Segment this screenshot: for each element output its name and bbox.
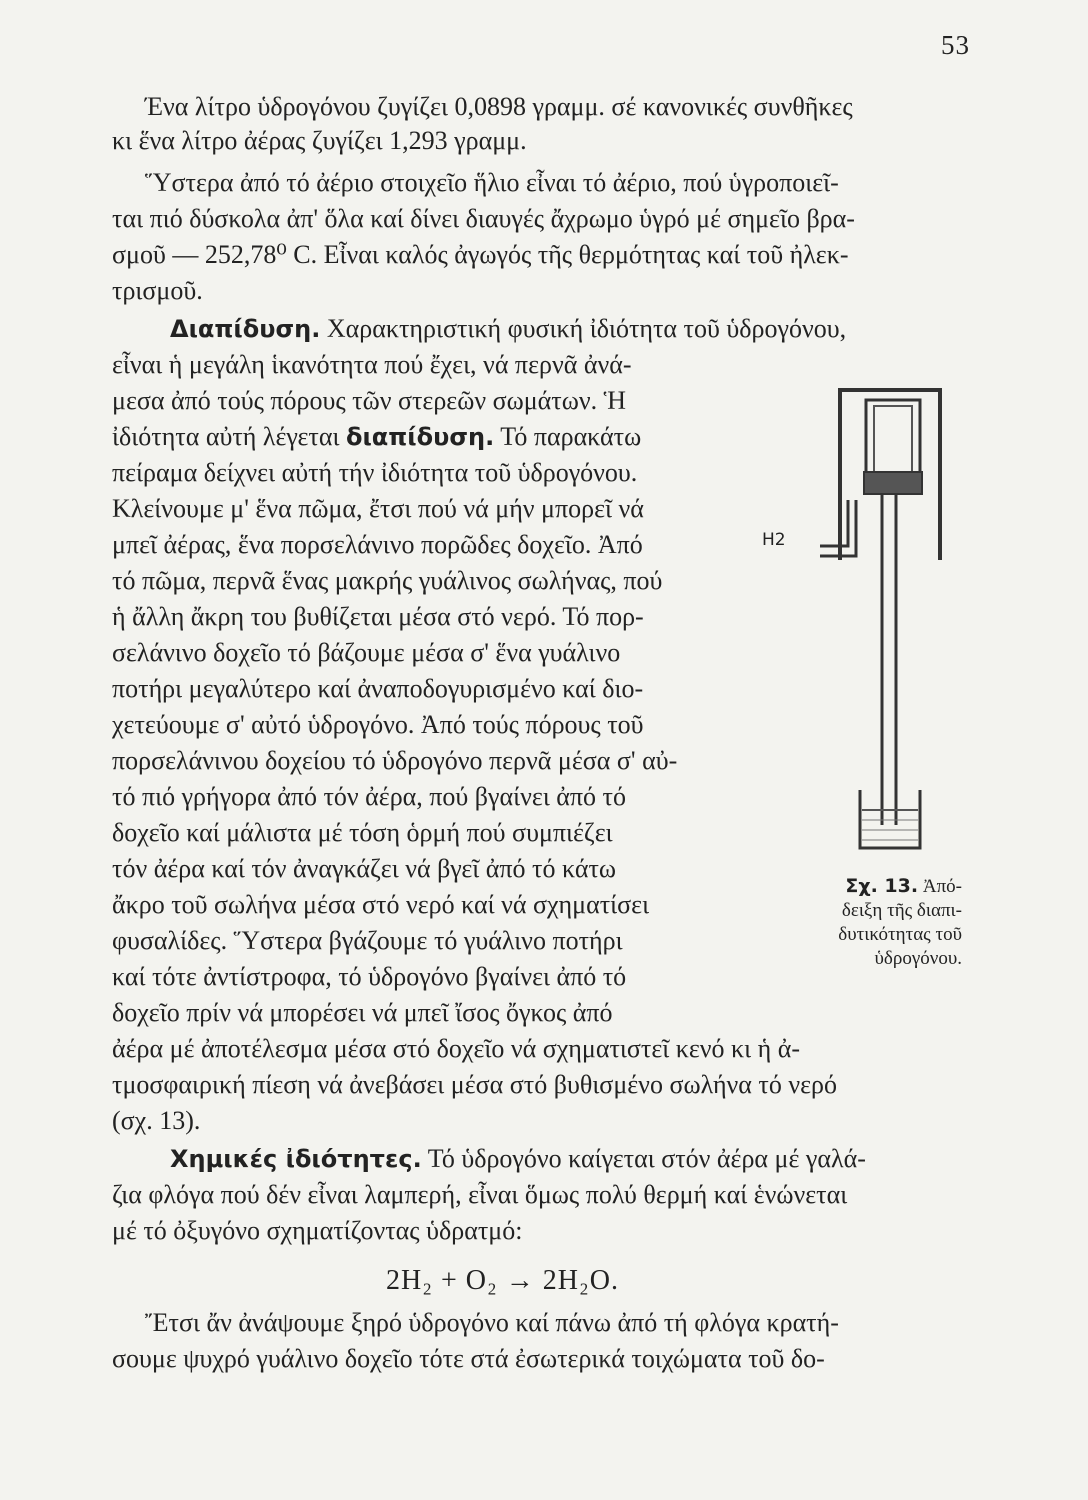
chemical-first-line-text: Τό ὑδρογόνο καίγεται στόν ἀέρα μέ γαλά- [421, 1144, 866, 1173]
text-line: τό πιό γρήγορα ἀπό τόν ἀέρα, πού βγαίνει ἀπό τό [112, 782, 627, 811]
caption-line: δειξη τῆς διαπι- [841, 900, 962, 921]
text-line: πορσελάνινου δοχείου τό ὑδρογόνο περνᾶ μέσα σ' αὐ- [112, 746, 678, 775]
text-line: τόν ἀέρα καί τόν ἀναγκάζει νά βγεῖ ἀπό τό κάτω [112, 854, 617, 883]
text-line: τό πῶμα, περνᾶ ἕνας μακρής γυάλινος σωλήνας, πού [112, 566, 663, 595]
caption-line: ὑδρογόνου. [874, 948, 962, 969]
text-line: ἡ ἄλλη ἄκρη του βυθίζεται μέσα στό νερό. Τό πορ- [112, 602, 644, 631]
text-line: ποτήρι μεγαλύτερο καί ἀναποδογυρισμένο καί διο- [112, 674, 644, 703]
page-number: 53 [941, 30, 970, 60]
text-line: Κλείνουμε μ' ἕνα πῶμα, ἔτσι πού νά μήν μπορεῖ νά [112, 494, 644, 523]
text-line: Ἔτσι ἄν ἀνάψουμε ξηρό ὑδρογόνο καί πάνω ἀπό τή φλόγα κρατή- [145, 1308, 839, 1337]
figure-diffusion-apparatus [760, 380, 980, 865]
diffusion-first-line [170, 312, 846, 346]
text-line: ἄκρο τοῦ σωλήνα μέσα στό νερό καί νά σχηματίσει [112, 890, 650, 919]
text-line: τμοσφαιρική πίεση νά ἀνεβάσει μέσα στό βυθισμένο σωλήνα τό νερό [112, 1070, 838, 1099]
text-line [112, 420, 641, 454]
text-line: σελάνινο δοχεῖο τό βάζουμε μέσα σ' ἕνα γυάλινο [112, 638, 621, 667]
diffusion-heading: Διαπίδυση. [170, 315, 321, 343]
text-line: Ὕστερα ἀπό τό ἀέριο στοιχεῖο ἥλιο εἶναι τό ἀέριο, πού ὑγροποιεῖ- [145, 168, 839, 197]
chemical-first-line [170, 1142, 866, 1176]
gas-label-h2: H2 [762, 530, 786, 550]
text-line: χετεύουμε σ' αὐτό ὑδρογόνο. Ἀπό τούς πόρους τοῦ [112, 710, 644, 739]
text-line: πείραμα δείχνει αὐτή τήν ἰδιότητα τοῦ ὑδρογόνου. [112, 458, 638, 487]
chemical-equation: 2H₂ + O₂ → 2H₂O. [386, 1265, 619, 1296]
text-line: Ένα λίτρο ὑδρογόνου ζυγίζει 0,0898 γραμμ. σέ κανονικές συνθῆκες [145, 92, 853, 121]
text-segment: ἰδιότητα αὐτή λέγεται [112, 422, 346, 451]
text-line: τρισμοῦ. [112, 276, 203, 305]
apparatus-drawing [760, 380, 980, 860]
text-line: κι ἕνα λίτρο ἀέρας ζυγίζει 1,293 γραμμ. [112, 126, 527, 155]
text-line: δοχεῖο καί μάλιστα μέ τόση ὁρμή πού συμπιέζει [112, 818, 613, 847]
text-line: μέ τό ὀξυγόνο σχηματίζοντας ὑδρατμό: [112, 1216, 523, 1245]
text-line: (σχ. 13). [112, 1106, 201, 1135]
text-line: φυσαλίδες. Ὕστερα βγάζουμε τό γυάλινο ποτήρι [112, 926, 623, 955]
text-line: μεσα ἀπό τούς πόρους τῶν στερεῶν σωμάτων. Ἡ [112, 386, 626, 415]
caption-text: Ἀπό- [922, 876, 962, 897]
text-line: δοχεῖο πρίν νά μπορέσει νά μπεῖ ἴσος ὄγκος ἀπό [112, 998, 613, 1027]
text-segment: Τό παρακάτω [494, 422, 642, 451]
caption-line: δυτικότητας τοῦ [838, 924, 962, 945]
term-diffusion: διαπίδυση. [345, 423, 495, 451]
text-line: ται πιό δύσκολα ἀπ' ὅλα καί δίνει διαυγές ἄχρωμο ὑγρό μέ σημεῖο βρα- [112, 204, 855, 233]
text-line: μπεῖ ἀέρας, ἕνα πορσελάνινο πορῶδες δοχεῖο. Ἀπό [112, 530, 643, 559]
diffusion-first-line-text: Χαρακτηριστική φυσική ἰδιότητα τοῦ ὑδρογόνου, [326, 314, 847, 343]
figure-caption [780, 874, 962, 971]
chemical-heading: Χημικές ἰδιότητες. [170, 1145, 422, 1173]
text-line: ζια φλόγα πού δέν εἶναι λαμπερή, εἶναι ὅμως πολύ θερμή καί ἑνώνεται [112, 1180, 848, 1209]
caption-label: Σχ. 13. [845, 875, 919, 897]
text-line: ἀέρα μέ ἀποτέλεσμα μέσα στό δοχεῖο νά σχηματιστεῖ κενό κι ἡ ἀ- [112, 1034, 801, 1063]
text-line: σουμε ψυχρό γυάλινο δοχεῖο τότε στά ἐσωτερικά τοιχώματα τοῦ δο- [112, 1344, 825, 1373]
text-line: καί τότε ἀντίστροφα, τό ὑδρογόνο βγαίνει ἀπό τό [112, 962, 627, 991]
text-line: σμοῦ — 252,78⁰ C. Εἶναι καλός ἀγωγός τῆς θερμότητας καί τοῦ ἠλεκ- [112, 240, 849, 269]
text-line: εἶναι ἡ μεγάλη ἱκανότητα πού ἔχει, νά περνᾶ ἀνά- [112, 350, 632, 379]
caption-line [780, 874, 962, 899]
